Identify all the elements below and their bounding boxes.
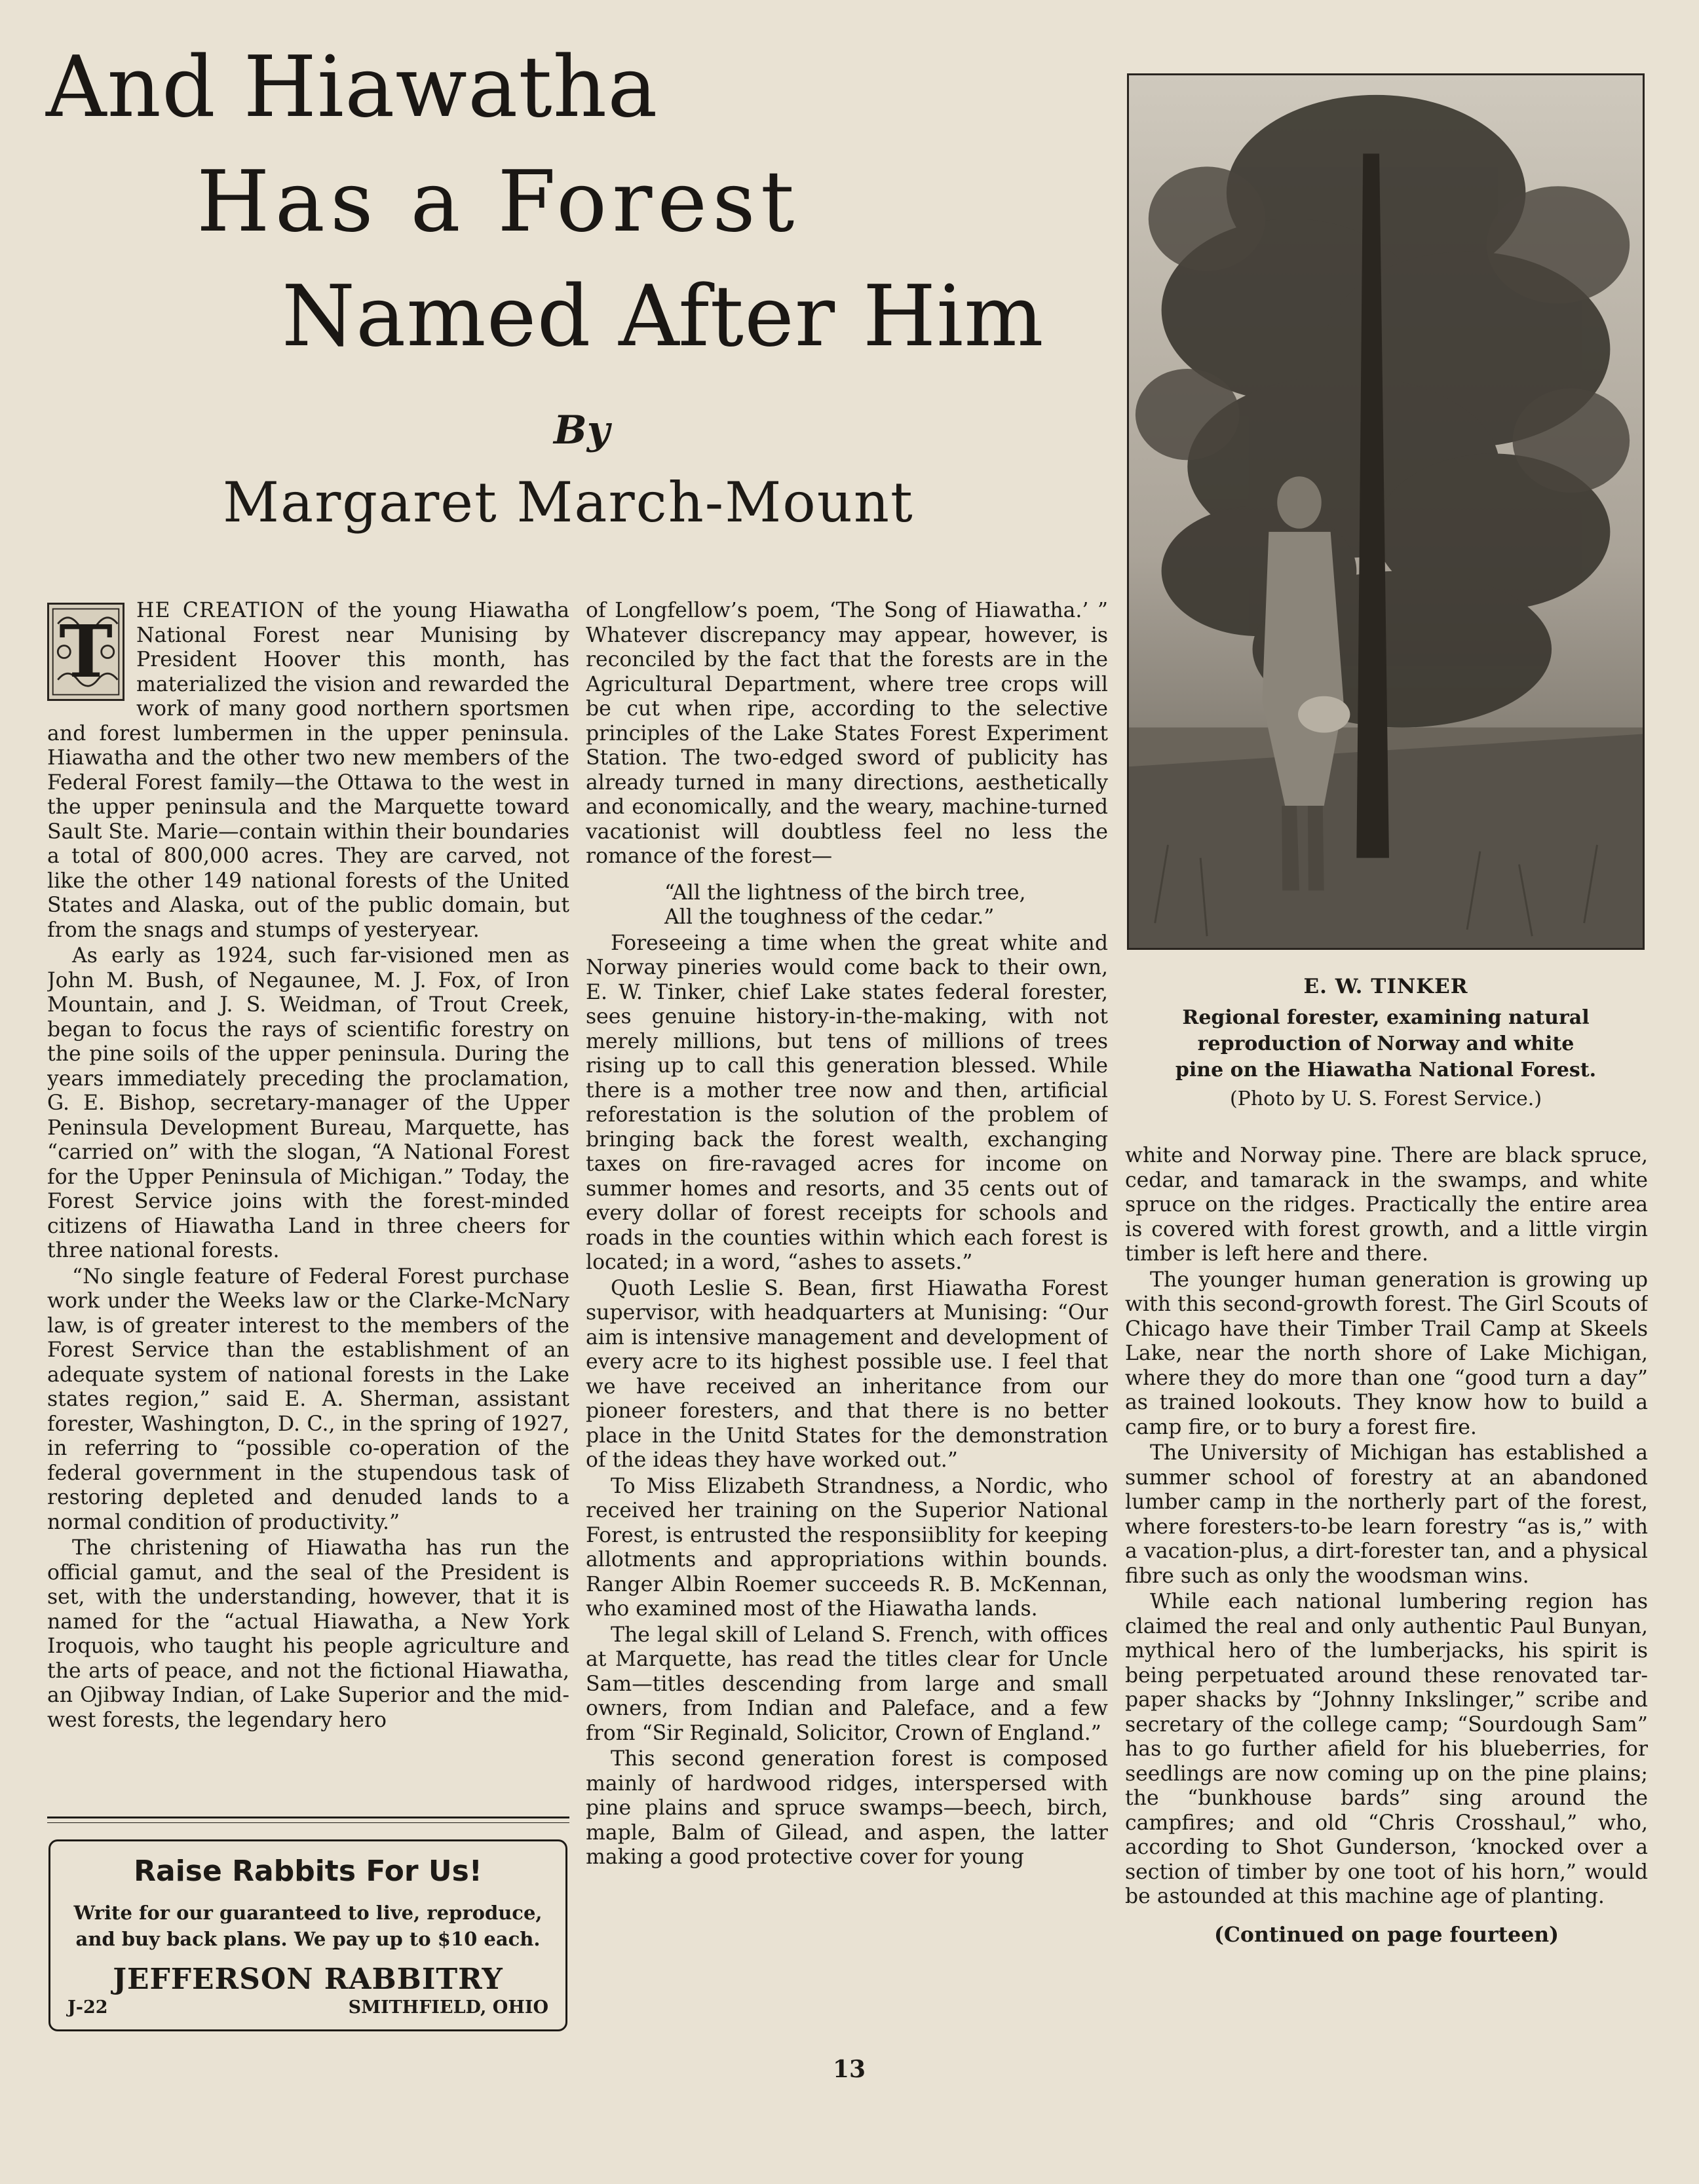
byline-author: Margaret March-Mount [223, 470, 914, 535]
title-line-1: And Hiawatha [46, 39, 659, 136]
pine-tree-photo-icon [1129, 75, 1643, 948]
paragraph-text: of the young Hiawatha National Forest near Munising by President Hoover this month, has materialized the vision and rewarded the work of many good northern sportsmen and forest lumbermen in the upper peninsula. Hiawatha and the other two new members of the Federal Forest family—the Ottawa to the west in the upper peninsula and the Marquette toward Sault Ste. Marie—contain within their boundaries a total of 800,000 acres. They are carved, not like the other 149 national forests of the United States and Alaska, out of the public domain, but from the snags and stumps of yesteryear. [47, 599, 569, 942]
drop-cap-letter: T [59, 609, 113, 694]
photo-caption [1127, 975, 1645, 1110]
ad-headline: Raise Rabbits For Us! [134, 1855, 482, 1888]
article-column-3 [1125, 1144, 1648, 2022]
caption-name: E. W. TINKER [1303, 975, 1468, 998]
paragraph: As early as 1924, such far-visioned men as John M. Bush, of Negaunee, M. J. Fox, of Iron Mountain, and J. S. Weidman, of Trout Creek, began to focus the rays of scientific forestry on the pine soils of the upper peninsula. During the years immediately preceding the proclamation, G. E. Bishop, secretary-manager of the Upper Peninsula Development Bureau, Marquette, has “carried on” with the slogan, “A National Forest for the Upper Peninsula of Michigan.” Today, the Forest Service joins with the forest-minded citizens of Hiawatha Land in three cheers for three national forests. [47, 944, 569, 1262]
ad-footer [67, 1997, 548, 2018]
article-column-1 [47, 599, 569, 1866]
paragraph: To Miss Elizabeth Strandness, a Nordic, who received her training on the Superior National Forest, is entrusted the responsiiblity for keeping allotments and appropriations within bounds. Ranger Albin Roemer succeeds R. B. McKennan, who examined most of the Hiawatha lands. [586, 1474, 1108, 1621]
caption-line-2: reproduction of Norway and white [1197, 1032, 1575, 1055]
ad-company: JEFFERSON RABBITRY [113, 1963, 503, 1996]
ad-code: J-22 [67, 1997, 108, 2018]
paragraph: The christening of Hiawatha has run the official gamut, and the seal of the President is set, with the understanding, however, that it is named for the “actual Hiawatha, a New York Iroquois, who taught his people agriculture and the arts of peace, and not the fictional Hiawatha, an Ojibway Indian, of Lake Superior and the mid-west forests, the legendary hero [47, 1536, 569, 1732]
continued-note: (Continued on page fourteen) [1213, 1922, 1559, 1947]
ad-body-line-2: and buy back plans. We pay up to $10 each. [75, 1928, 541, 1950]
paragraph: The younger human generation is growing up with this second-growth forest. The Girl Scouts of Chicago have their Timber Trail Camp at Skeels Lake, near the north shore of Lake Michigan, where they do more than one “good turn a day” as trained lookouts. They know how to build a camp fire, or to bury a forest fire. [1125, 1268, 1648, 1439]
byline-by: By [554, 407, 610, 453]
caption-credit: (Photo by U. S. Forest Service.) [1229, 1087, 1542, 1110]
paragraph: The legal skill of Leland S. French, with offices at Marquette, has read the titles clear for Uncle Sam—titles descending from large and small owners, from Indian and Paleface, and a few from “Sir Reginald, Solicitor, Crown of England.” [586, 1623, 1108, 1745]
article-column-2 [586, 599, 1108, 2030]
lead-caps: HE CREATION [136, 599, 305, 622]
drop-cap [47, 603, 124, 701]
paragraph: The University of Michigan has established a summer school of forestry at an abandoned lumber camp in the northerly part of the forest, where foresters-to-be learn forestry “as is,” with a vacation-plus, a dirt-forester tan, and a physical fibre such as only the woodsman wins. [1125, 1441, 1648, 1588]
title-line-3: Named After Him [282, 268, 1044, 366]
paragraph [47, 599, 569, 943]
paragraph: of Longfellow’s poem, ‘The Song of Hiawatha.’ ” Whatever discrepancy may appear, however, is reconciled by the fact that the forests are in the Agricultural Department, where tree crops will be cut when ripe, according to the selective principles of the Lake States Forest Experiment Station. The two-edged sword of publicity has already turned in many directions, aesthetically and economically, and the weary, machine-turned vacationist will doubtless feel no less the romance of the forest— [586, 599, 1108, 868]
paragraph: While each national lumbering region has claimed the real and only authentic Paul Bunyan, mythical hero of the lumberjacks, his spirit is being perpetuated around these renovated tar-paper shacks by “Johnny Inkslinger,” scribe and secretary of the college camp; “Sourdough Sam” has to go further afield for his blueberries, for seedlings are now coming up on the pine plains; the “bunkhouse bards” sing around the campfires; and old “Chris Crosshaul,” who, according to Shot Gunderson, ‘knocked over a section of timber by one toot of his horn,” would be astounded at this machine age of planting. [1125, 1590, 1648, 1908]
ad-location: SMITHFIELD, OHIO [348, 1997, 548, 2018]
ad-body-line-1: Write for our guaranteed to live, reproduce, [73, 1902, 543, 1924]
forester-photo [1127, 73, 1645, 950]
paragraph: Foreseeing a time when the great white and Norway pineries would come back to their own, E. W. Tinker, chief Lake states federal forester, sees genuine history-in-the-making, with not merely millions, but tens of millions of trees rising up to call this generation blessed. While there is a mother tree now and then, artificial reforestation is the solution of the problem of bringing back the forest wealth, exchanging taxes on fire-ravaged acres for income on summer homes and resorts, and 35 cents out of every dollar of forest receipts for schools and roads in the counties within which each forest is located; in a word, “ashes to assets.” [586, 931, 1108, 1274]
title-line-2: Has a Forest [197, 153, 800, 251]
caption-line-1: Regional forester, examining natural [1182, 1006, 1590, 1029]
page-number: 13 [832, 2056, 866, 2083]
paragraph: “No single feature of Federal Forest purchase work under the Weeks law or the Clarke-McNary law, is of greater interest to the members of the Forest Service than the establishment of an adequate system of national forests in the Lake states region,” said E. A. Sherman, assistant forester, Washington, D. C., in the spring of 1927, in referring to “possible co-operation of the federal government in the stupendous task of restoring depleted and denuded lands to a normal condition of productivity.” [47, 1264, 569, 1534]
double-rule-divider [47, 1817, 569, 1823]
poem-quote [586, 881, 1108, 930]
poem-line: “All the lightness of the birch tree, [664, 880, 1026, 905]
paragraph: This second generation forest is composed mainly of hardwood ridges, interspersed with pine plains and spruce swamps—beech, birch, maple, Balm of Gilead, and aspen, the latter making a good protective cover for young [586, 1747, 1108, 1869]
paragraph: Quoth Leslie S. Bean, first Hiawatha Forest supervisor, with headquarters at Munising: “Our aim is intensive management and development of every acre to its highest possible use. I feel that we have received an inheritance from our pioneer foresters, and that there is no better place in the Unitd States for the demonstration of the ideas they have worked out.” [586, 1276, 1108, 1472]
rabbitry-advertisement [48, 1839, 567, 2031]
paragraph: white and Norway pine. There are black spruce, cedar, and tamarack in the swamps, and white spruce on the ridges. Practically the entire area is covered with forest growth, and a little virgin timber is left here and there. [1125, 1144, 1648, 1266]
poem-line: All the toughness of the cedar.” [664, 905, 995, 929]
caption-line-3: pine on the Hiawatha National Forest. [1175, 1059, 1597, 1082]
